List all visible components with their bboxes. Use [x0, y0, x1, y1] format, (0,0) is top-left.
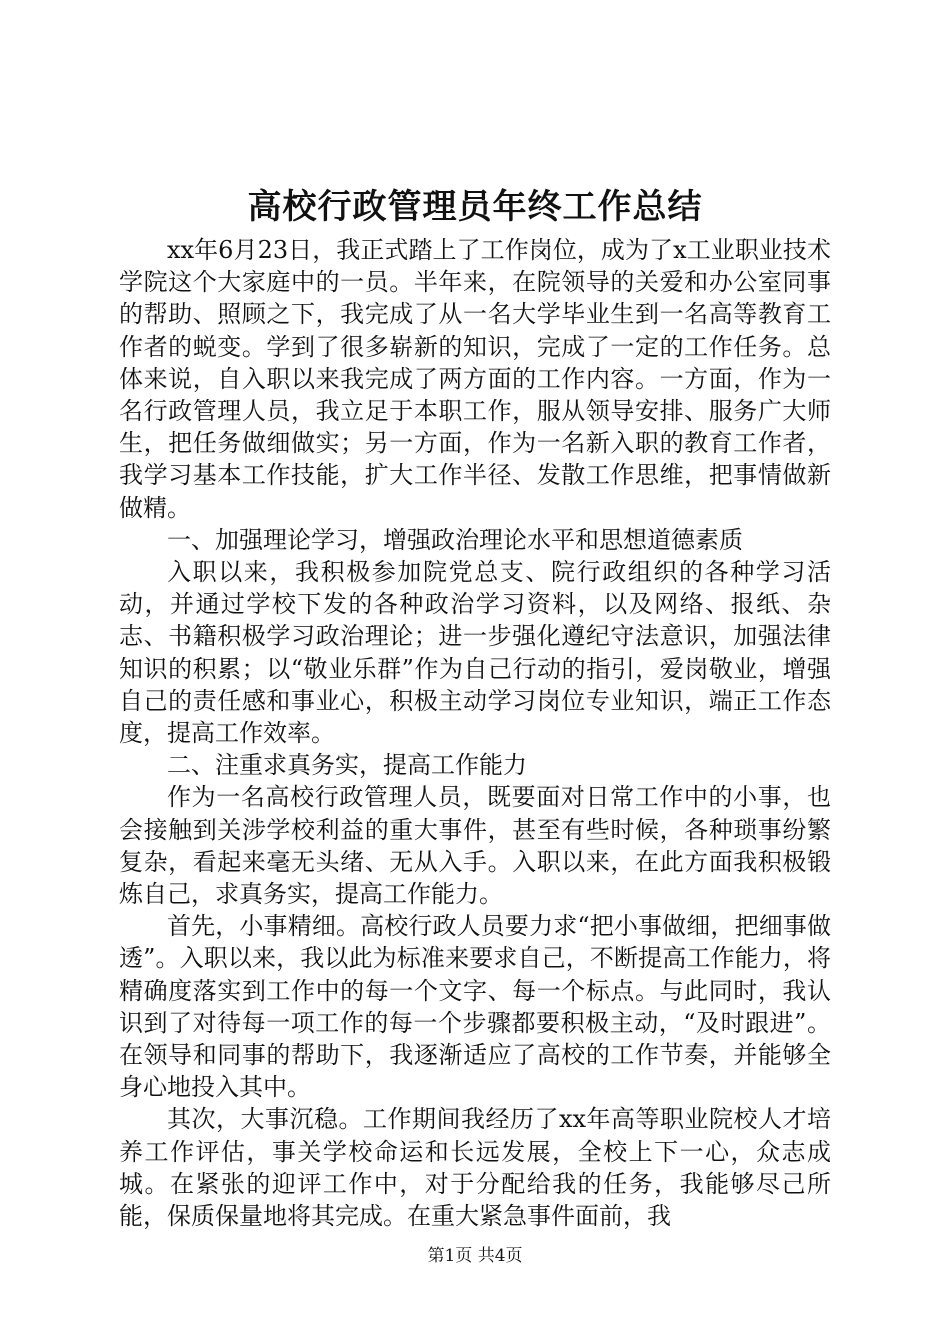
paragraph: 其次，大事沉稳。工作期间我经历了xx年高等职业院校人才培养工作评估，事关学校命运和长远发展，全校上下一心，众志成城。在紧张的迎评工作中，对于分配给我的任务，我能够尽己所能，保质保量地将其完成。在重大紧急事件面前，我 — [119, 1105, 831, 1231]
paragraph: xx年6月23日，我正式踏上了工作岗位，成为了x工业职业技术学院这个大家庭中的一员。半年来，在院领导的关爱和办公室同事的帮助、照顾之下，我完成了从一名大学毕业生到一名高等教育工作者的蜕变。学到了很多崭新的知识，完成了一定的工作任务。总体来说，自入职以来我完成了两方面的工作内容。一方面，作为一名行政管理人员，我立足于本职工作，服从领导安排、服务广大师生，把任务做细做实；另一方面，作为一名新入职的教育工作者，我学习基本工作技能，扩大工作半径、发散工作思维，把事情做新做精。 — [119, 236, 831, 522]
document-title: 高校行政管理员年终工作总结 — [247, 187, 703, 227]
section-heading: 二、注重求真务实，提高工作能力 — [167, 751, 527, 780]
paragraph: 入职以来，我积极参加院党总支、院行政组织的各种学习活动，并通过学校下发的各种政治学习资料，以及网络、报纸、杂志、书籍积极学习政治理论；进一步强化遵纪守法意识，加强法律知识的积累；以“敬业乐群”作为自己行动的指引，爱岗敬业，增强自己的责任感和事业心，积极主动学习岗位专业知识，端正工作态度，提高工作效率。 — [119, 558, 831, 748]
paragraph: 首先，小事精细。高校行政人员要力求“把小事做细，把细事做透”。入职以来，我以此为标准来要求自己，不断提高工作能力，将精确度落实到工作中的每一个文字、每一个标点。与此同时，我认识到了对待每一项工作的每一个步骤都要积极主动，“及时跟进”。在领导和同事的帮助下，我逐渐适应了高校的工作节奏，并能够全身心地投入其中。 — [119, 912, 831, 1102]
page-number: 第1页 共4页 — [427, 1246, 523, 1266]
paragraph: 作为一名高校行政管理人员，既要面对日常工作中的小事，也会接触到关涉学校利益的重大事件，甚至有些时候，各种琐事纷繁复杂，看起来毫无头绪、无从入手。入职以来，在此方面我积极锻炼自己，求真务实，提高工作能力。 — [119, 783, 831, 909]
section-heading: 一、加强理论学习，增强政治理论水平和思想道德素质 — [167, 525, 743, 554]
document-body — [119, 234, 831, 1232]
